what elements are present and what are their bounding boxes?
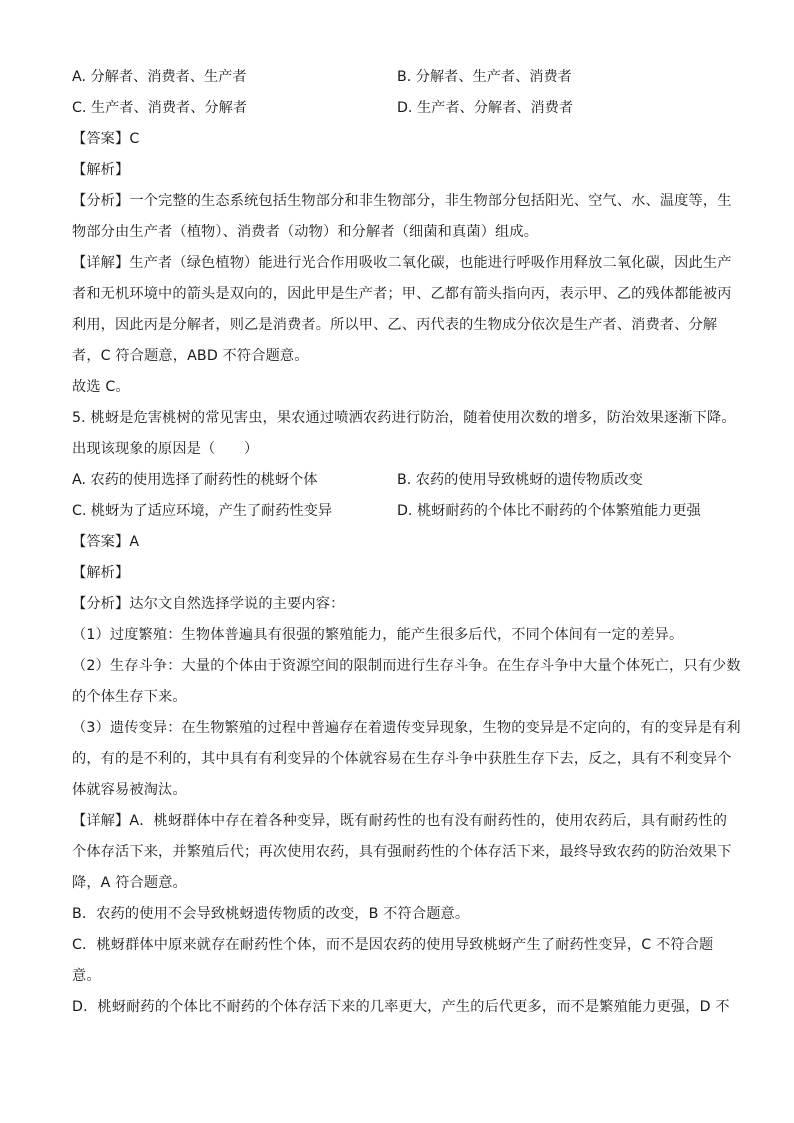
q4-option-c: C. 生产者、消费者、分解者 (72, 100, 247, 116)
q4-option-row-1 (72, 62, 722, 93)
q5-option-a: A. 农药的使用选择了耐药性的桃蚜个体 (72, 472, 318, 488)
q5-option-c: C. 桃蚜为了适应环境，产生了耐药性变异 (72, 503, 333, 519)
q5-xiangjie-line: C．桃蚜群体中原来就存在耐药性个体，而不是因农药的使用导致桃蚜产生了耐药性变异，C 不符合题 (72, 937, 714, 953)
q4-xiangjie-line: 【详解】生产者（绿色植物）能进行光合作用吸收二氧化碳，也能进行呼吸作用释放二氧化碳，因此生产 (72, 255, 732, 271)
q5-fenxi-line: （2）生存斗争：大量的个体由于资源空间的限制而进行生存斗争。在生存斗争中大量个体死亡，只有少数 (72, 658, 741, 674)
q5-option-row-2 (72, 496, 722, 527)
q4-option-a: A. 分解者、消费者、生产者 (72, 69, 247, 85)
q5-xiangjie-line: D．桃蚜耐药的个体比不耐药的个体存活下来的几率更大，产生的后代更多，而不是繁殖能力更强，D 不 (72, 999, 730, 1015)
q4-xiangjie-line: 者，C 符合题意，ABD 不符合题意。 (72, 348, 309, 364)
q5-stem-line: 出现该现象的原因是（ ） (72, 441, 259, 457)
q4-analysis-tag: 【解析】 (72, 162, 130, 178)
q5-xiangjie-line: 个体存活下来，并繁殖后代；再次使用农药，具有强耐药性的个体存活下来，最终导致农药的防治效果下 (72, 844, 732, 860)
q5-fenxi-line: （1）过度繁殖：生物体普遍具有很强的繁殖能力，能产生很多后代，不同个体间有一定的差异。 (72, 627, 684, 643)
q4-fenxi-line: 物部分由生产者（植物）、消费者（动物）和分解者（细菌和真菌）组成。 (72, 224, 539, 240)
q4-xiangjie-line: 利用，因此丙是分解者，则乙是消费者。所以甲、乙、丙代表的生物成分依次是生产者、消费者、分解 (72, 317, 718, 333)
q5-xiangjie-line: 意。 (72, 968, 101, 984)
q4-xiangjie-line: 者和无机环境中的箭头是双向的，因此甲是生产者；甲、乙都有箭头指向丙，表示甲、乙的残体都能被丙 (72, 286, 732, 302)
q5-option-d: D. 桃蚜耐药的个体比不耐药的个体繁殖能力更强 (397, 503, 701, 519)
q5-fenxi-line: （3）遗传变异：在生物繁殖的过程中普遍存在着遗传变异现象，生物的变异是不定向的，有的变异是有利 (72, 720, 741, 736)
q4-option-b: B. 分解者、生产者、消费者 (397, 69, 572, 85)
q5-xiangjie-line: B．农药的使用不会导致桃蚜遗传物质的改变，B 不符合题意。 (72, 906, 470, 922)
q5-option-b: B. 农药的使用导致桃蚜的遗传物质改变 (397, 472, 643, 488)
document-page (72, 62, 741, 1023)
q5-fenxi-line: 的个体生存下来。 (72, 689, 187, 705)
q5-fenxi-line: 的，有的是不利的，其中具有有利变异的个体就容易在生存斗争中获胜生存下去，反之，具有不利变异个 (72, 751, 732, 767)
q5-analysis-tag: 【解析】 (72, 565, 130, 581)
q5-stem-line: 5. 桃蚜是危害桃树的常见害虫，果农通过喷洒农药进行防治，随着使用次数的增多，防治效果逐渐下降。 (72, 410, 736, 426)
q5-answer: 【答案】A (72, 534, 140, 550)
q5-fenxi-line: 【分析】达尔文自然选择学说的主要内容： (72, 596, 345, 612)
q4-option-d: D. 生产者、分解者、消费者 (397, 100, 574, 116)
q4-choose: 故选 C。 (72, 379, 130, 395)
q5-xiangjie-line: 【详解】A．桃蚜群体中存在着各种变异，既有耐药性的也有没有耐药性的，使用农药后，具有耐药性的 (72, 813, 728, 829)
q5-option-row-1 (72, 465, 722, 496)
q5-fenxi-line: 体就容易被淘汰。 (72, 782, 187, 798)
q4-fenxi-line: 【分析】一个完整的生态系统包括生物部分和非生物部分，非生物部分包括阳光、空气、水、温度等，生 (72, 193, 732, 209)
q5-xiangjie-line: 降，A 符合题意。 (72, 875, 187, 891)
q4-option-row-2 (72, 93, 722, 124)
q4-answer: 【答案】C (72, 131, 140, 147)
